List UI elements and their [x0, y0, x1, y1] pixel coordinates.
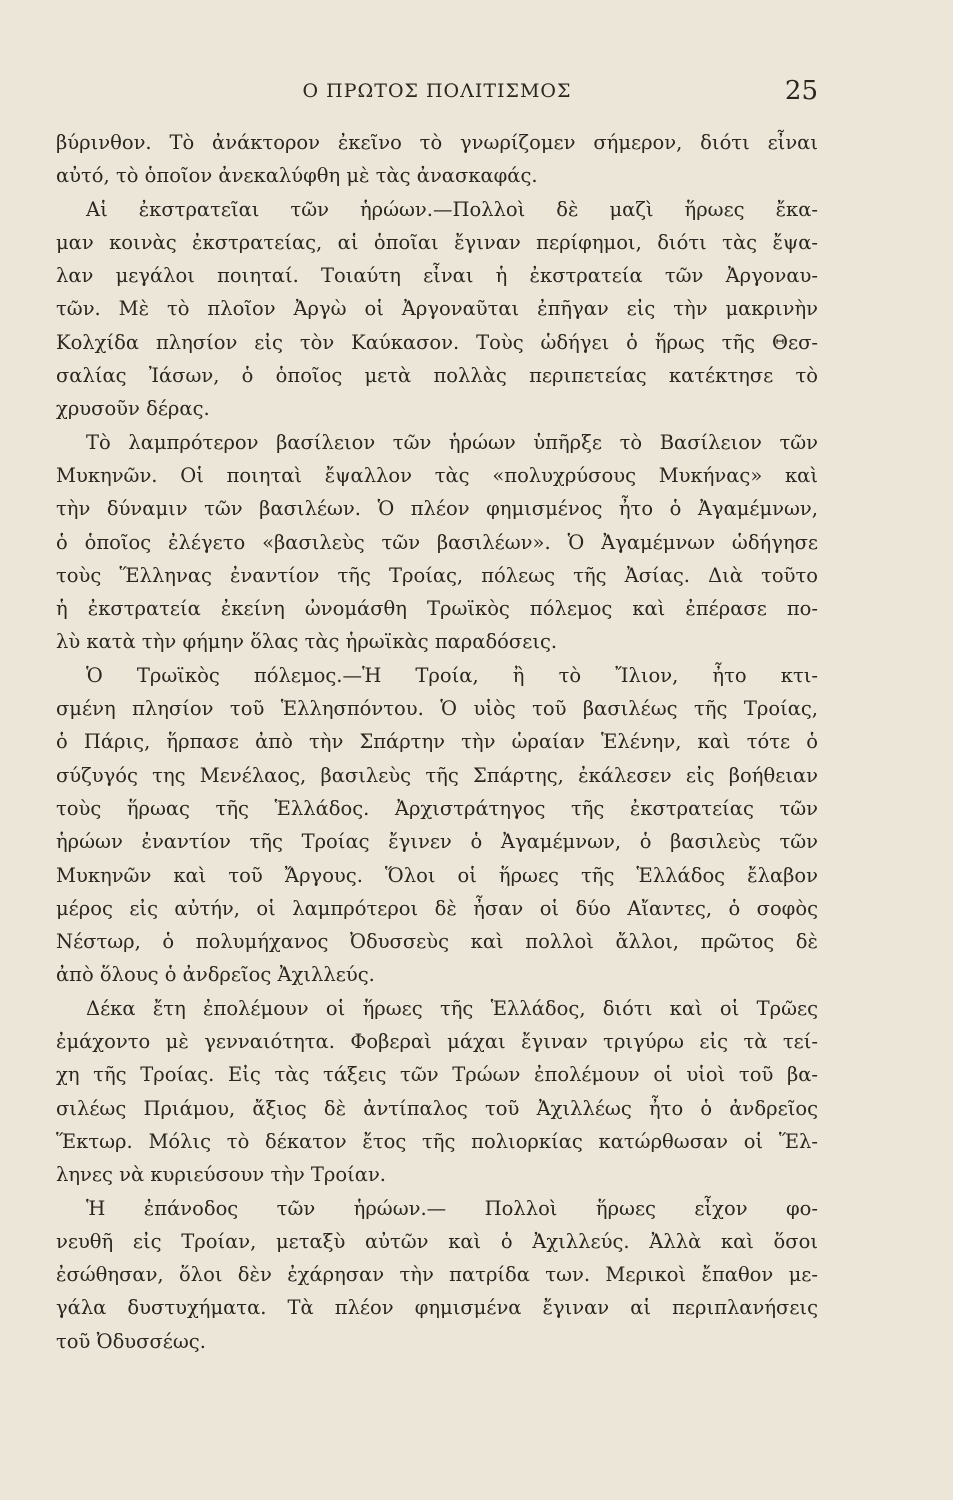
- text-line: τῶν. Μὲ τὸ πλοῖον Ἀργὼ οἱ Ἀργοναῦται ἐπῆγαν εἰς τὴν μακρινὴν: [56, 297, 818, 321]
- text-line: Ἕκτωρ. Μόλις τὸ δέκατον ἔτος τῆς πολιορκίας κατώρθωσαν οἱ Ἕλ-: [56, 1129, 818, 1153]
- text-line: μαν κοινὰς ἐκστρατείας, αἱ ὁποῖαι ἔγιναν περίφημοι, διότι τὰς ἔψα-: [56, 230, 818, 254]
- text-line: τοὺς ἥρωας τῆς Ἑλλάδος. Ἀρχιστράτηγος τῆς ἐκστρατείας τῶν: [56, 796, 818, 820]
- text-line: Κολχίδα πλησίον εἰς τὸν Καύκασον. Τοὺς ὡδήγει ὁ ἥρως τῆς Θεσ-: [56, 330, 818, 354]
- text-line: ὁ Πάρις, ἥρπασε ἀπὸ τὴν Σπάρτην τὴν ὡραίαν Ἑλένην, καὶ τότε ὁ: [56, 730, 818, 754]
- text-line: λὺ κατὰ τὴν φήμην ὅλας τὰς ἡρωϊκὰς παραδόσεις.: [56, 630, 558, 654]
- text-line: χη τῆς Τροίας. Εἰς τὰς τάξεις τῶν Τρώων ἐπολέμουν οἱ υἱοὶ τοῦ βα-: [56, 1063, 818, 1087]
- text-line: Δέκα ἔτη ἐπολέμουν οἱ ἥρωες τῆς Ἑλλάδος, διότι καὶ οἱ Τρῶες: [86, 996, 818, 1020]
- text-line: ἀπὸ ὅλους ὁ ἀνδρεῖος Ἀχιλλεύς.: [56, 963, 375, 987]
- text-line: τοὺς Ἕλληνας ἐναντίον τῆς Τροίας, πόλεως τῆς Ἀσίας. Διὰ τοῦτο: [56, 563, 818, 587]
- text-line: βύρινθον. Τὸ ἀνάκτορον ἐκεῖνο τὸ γνωρίζομεν σήμερον, διότι εἶναι: [56, 131, 818, 154]
- text-line: Ἡ ἐπάνοδος τῶν ἡρώων.— Πολλοὶ ἥρωες εἶχον φο-: [86, 1196, 818, 1220]
- text-line: λαν μεγάλοι ποιηταί. Τοιαύτη εἶναι ἡ ἐκστρατεία τῶν Ἀργοναυ-: [56, 264, 818, 288]
- text-line: σιλέως Πριάμου, ἄξιος δὲ ἀντίπαλος τοῦ Ἀχιλλέως ἦτο ὁ ἀνδρεῖος: [56, 1096, 818, 1120]
- text-line: αὐτό, τὸ ὁποῖον ἀνεκαλύφθη μὲ τὰς ἀνασκαφάς.: [56, 164, 538, 188]
- text-line: Μυκηνῶν καὶ τοῦ Ἄργους. Ὅλοι οἱ ἥρωες τῆς Ἑλλάδος ἔλαβον: [56, 863, 818, 887]
- text-line: Μυκηνῶν. Οἱ ποιηταὶ ἔψαλλον τὰς «πολυχρύσους Μυκήνας» καὶ: [56, 463, 818, 487]
- text-line: σαλίας Ἰάσων, ὁ ὁποῖος μετὰ πολλὰς περιπετείας κατέκτησε τὸ: [56, 364, 818, 388]
- text-line: ἡ ἐκστρατεία ἐκείνη ὠνομάσθη Τρωϊκὸς πόλεμος καὶ ἐπέρασε πο-: [56, 597, 818, 621]
- running-title: Ο ΠΡΩΤΟΣ ΠΟΛΙΤΙΣΜΟΣ: [302, 80, 572, 102]
- text-line: ληνες νὰ κυριεύσουν τὴν Τροίαν.: [56, 1163, 387, 1187]
- text-line: τὴν δύναμιν τῶν βασιλέων. Ὁ πλέον φημισμένος ἦτο ὁ Ἀγαμέμνων,: [56, 497, 818, 521]
- page-number: 25: [784, 76, 818, 106]
- text-line: νευθῆ εἰς Τροίαν, μεταξὺ αὐτῶν καὶ ὁ Ἀχιλλεύς. Ἀλλὰ καὶ ὅσοι: [56, 1229, 818, 1253]
- page-header: [56, 76, 818, 110]
- text-line: ὁ ὁποῖος ἐλέγετο «βασιλεὺς τῶν βασιλέων». Ὁ Ἀγαμέμνων ὡδήγησε: [56, 530, 818, 554]
- text-line: Ὁ Τρωϊκὸς πόλεμος.—Ἡ Τροία, ἢ τὸ Ἴλιον, ἦτο κτι-: [86, 663, 818, 687]
- text-line: χρυσοῦν δέρας.: [56, 397, 210, 421]
- text-line: Αἱ ἐκστρατεῖαι τῶν ἡρώων.—Πολλοὶ δὲ μαζὶ ἥρωες ἔκα-: [86, 197, 818, 221]
- body-text: [56, 126, 818, 1358]
- text-line: σμένη πλησίον τοῦ Ἑλλησπόντου. Ὁ υἱὸς τοῦ βασιλέως τῆς Τροίας,: [56, 697, 818, 721]
- text-line: ἐμάχοντο μὲ γενναιότητα. Φοβεραὶ μάχαι ἔγιναν τριγύρω εἰς τὰ τεί-: [56, 1030, 818, 1054]
- text-line: γάλα δυστυχήματα. Τὰ πλέον φημισμένα ἔγιναν αἱ περιπλανήσεις: [56, 1296, 818, 1320]
- text-line: τοῦ Ὀδυσσέως.: [56, 1329, 206, 1353]
- text-line: ἐσώθησαν, ὅλοι δὲν ἐχάρησαν τὴν πατρίδα των. Μερικοὶ ἔπαθον με-: [56, 1263, 818, 1287]
- text-line: ἡρώων ἐναντίον τῆς Τροίας ἔγινεν ὁ Ἀγαμέμνων, ὁ βασιλεὺς τῶν: [56, 830, 818, 854]
- text-line: Τὸ λαμπρότερον βασίλειον τῶν ἡρώων ὑπῆρξε τὸ Βασίλειον τῶν: [86, 430, 818, 454]
- text-line: σύζυγός της Μενέλαος, βασιλεὺς τῆς Σπάρτης, ἐκάλεσεν εἰς βοήθειαν: [56, 763, 818, 787]
- text-line: Νέστωρ, ὁ πολυμήχανος Ὀδυσσεὺς καὶ πολλοὶ ἄλλοι, πρῶτος δὲ: [56, 930, 818, 954]
- text-line: μέρος εἰς αὐτήν, οἱ λαμπρότεροι δὲ ἦσαν οἱ δύο Αἴαντες, ὁ σοφὸς: [56, 896, 818, 920]
